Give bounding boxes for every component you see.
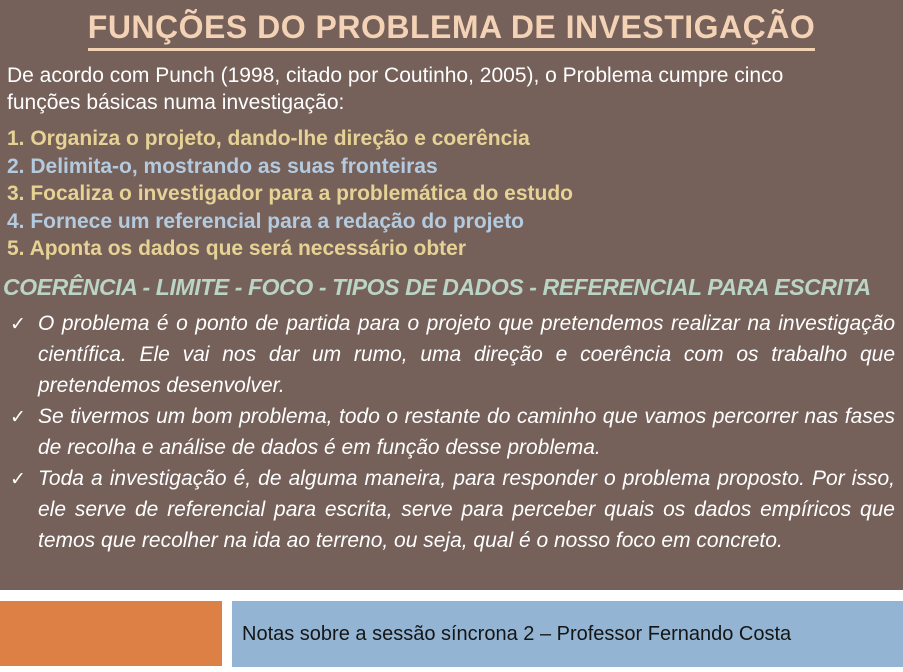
- list-item: 1. Organiza o projeto, dando-lhe direção e coerência: [7, 127, 530, 150]
- list-item: 5. Aponta os dados que será necessário obter: [7, 237, 467, 260]
- bullet-text: O problema é o ponto de partida para o projeto que pretendemos realizar na investigação científica. Ele vai nos dar um rumo, uma direção e coerência com os trabalho que pretendemos desenvolver.: [38, 311, 895, 397]
- bullet-text: Se tivermos um bom problema, todo o restante do caminho que vamos percorrer nas fases de recolha e análise de dados é em função desse problema.: [38, 404, 895, 459]
- bullet-item: [0, 463, 895, 556]
- checkmark-icon: ✓: [10, 406, 26, 428]
- bullet-list: [0, 308, 895, 556]
- bullet-item: [0, 308, 895, 401]
- checkmark-icon: ✓: [10, 468, 26, 490]
- bullet-text: Toda a investigação é, de alguma maneira, para responder o problema proposto. Por isso, ele serve de referencial para escrita, serve para perceber quais os dados empíricos que temos que recolher na ida ao terreno, ou seja, qual é o nosso foco em concreto.: [38, 466, 895, 552]
- keywords-line: COERÊNCIA - LIMITE - FOCO - TIPOS DE DADOS - REFERENCIAL PARA ESCRITA: [3, 273, 871, 300]
- list-item: 4. Fornece um referencial para a redação do projeto: [7, 209, 525, 233]
- page-title: [6, 9, 897, 51]
- footer-orange-block: [0, 601, 222, 666]
- intro-paragraph: De acordo com Punch (1998, citado por Coutinho, 2005), o Problema cumpre cinco funções básicas numa investigação:: [7, 64, 784, 114]
- checkmark-icon: ✓: [10, 313, 26, 335]
- footer-note-bar: [232, 601, 903, 667]
- functions-list: [7, 125, 903, 263]
- bullet-item: [0, 401, 895, 463]
- page-title-text: FUNÇÕES DO PROBLEMA DE INVESTIGAÇÃO: [88, 9, 815, 51]
- footer-note-text: Notas sobre a sessão síncrona 2 – Professor Fernando Costa: [242, 622, 792, 645]
- list-item: 2. Delimita-o, mostrando as suas fronteiras: [7, 154, 438, 178]
- list-item: 3. Focaliza o investigador para a problemática do estudo: [7, 182, 573, 205]
